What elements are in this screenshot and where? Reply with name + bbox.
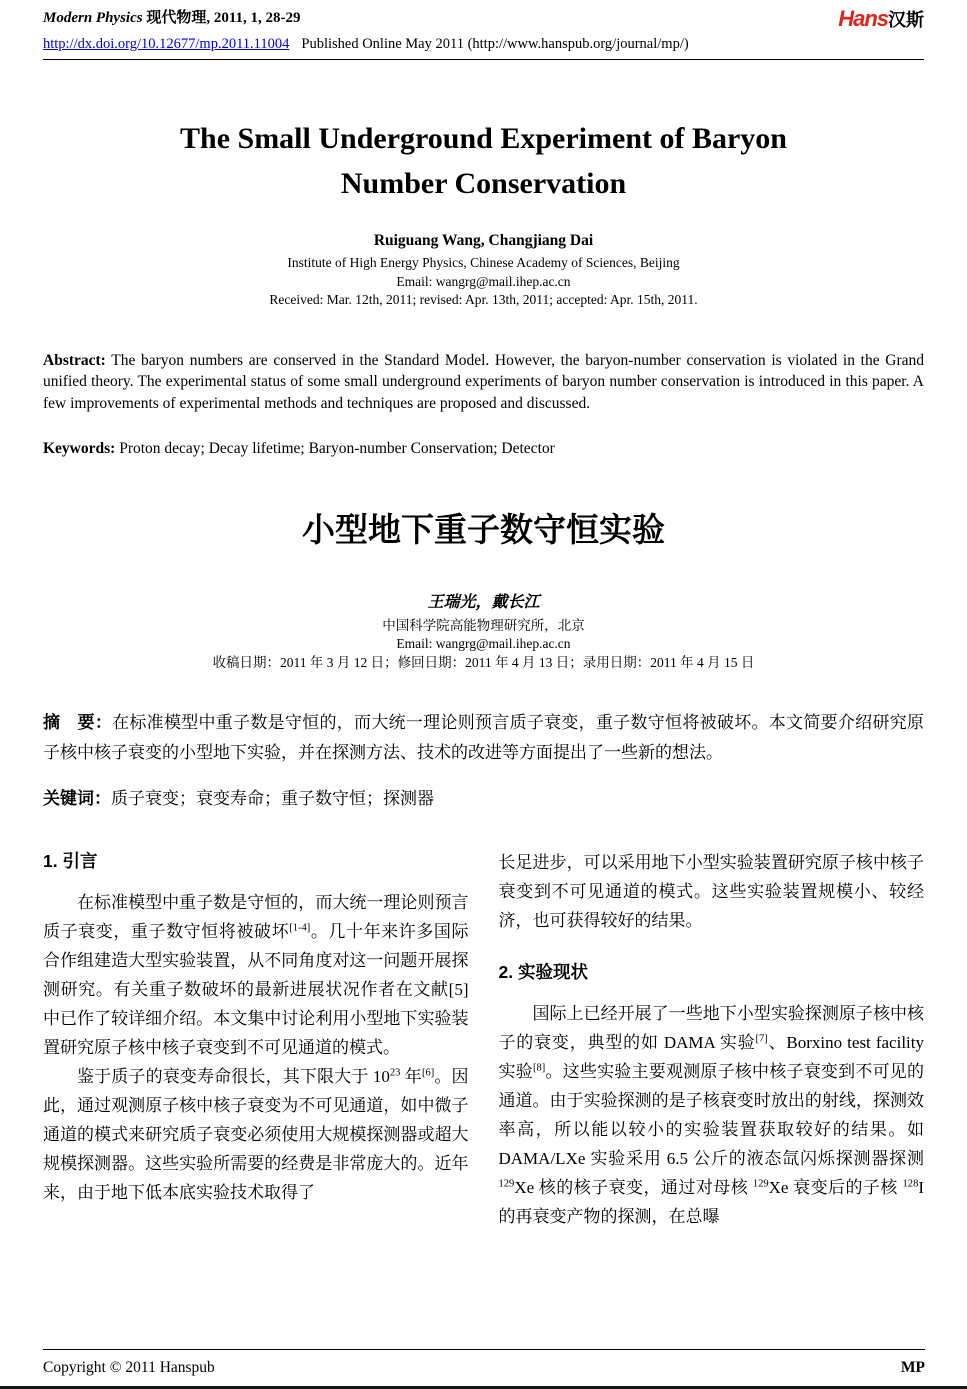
email-en: Email: wangrg@mail.ihep.ac.cn [396, 273, 571, 289]
paper-title-en [43, 116, 924, 206]
paper-title-cn: 小型地下重子数守恒实验 [302, 510, 665, 548]
hans-logo-cn: 汉斯 [888, 10, 924, 30]
keywords-text-cn: 质子衰变；衰变寿命；重子数守恒；探测器 [111, 789, 434, 808]
copyright-text: Copyright © 2011 Hanspub [43, 1359, 215, 1376]
affiliation-en: Institute of High Energy Physics, Chinese Academy of Sciences, Beijing [287, 255, 680, 270]
journal-issue-info: 现代物理, 2011, 1, 28-29 [146, 10, 301, 26]
abstract-en [43, 350, 924, 415]
keywords-text-en: Proton decay; Decay lifetime; Baryon-number Conservation; Detector [119, 440, 555, 457]
section-1-paragraph-2: 鉴于质子的衰变寿命很长，其下限大于 $10^{23}$ 年[6]。因此，通过观测原子核中核子衰变为不可见通道，如中微子通道的模式来研究质子衰变必须使用大规模探测器或超大规模探测器。这些实验所需要的经费是非常庞大的。近年来，由于地下低本底实验技术取得了 [43, 1067, 469, 1202]
section-2-paragraph-1: 国际上已经开展了一些地下小型实验探测原子核中核子的衰变，典型的如 DAMA 实验[7]、Borxino test facility 实验[8]。这些实验主要观测原子核中核子衰变到不可见的通道。由于实验探测的是子核衰变时放出的射线，探测效率高，所以能以较小的实验装置获取较好的结果。如 DAMA/LXe 实验采用 6.5 公斤的液态氙闪烁探测器探测 $^{129}$Xe 核的核子衰变，通过对母核 $^{129}$Xe 衰变后的子核 $^{128}$I 的再衰变产物的探测，在总曝 [498, 1004, 925, 1226]
abstract-cn [43, 708, 924, 768]
abstract-label-cn: 摘 要： [43, 713, 113, 732]
section-1-paragraph-2-continued: 长足进步，可以采用地下小型实验装置研究原子核中核子衰变到不可见通道的模式。这些实验装置规模小、较经济，也可获得较好的结果。 [498, 853, 924, 930]
author-block-cn [43, 589, 924, 673]
abstract-label-en: Abstract: [43, 351, 106, 369]
header-divider [43, 59, 924, 60]
received-dates-cn: 收稿日期：2011 年 3 月 12 日；修回日期：2011 年 4 月 13 日；录用日期：2011 年 4 月 15 日 [212, 654, 755, 670]
section-2-heading: 2. 实验现状 [498, 962, 588, 982]
journal-name: Modern Physics [43, 10, 143, 26]
email-cn: Email: wangrg@mail.ihep.ac.cn [396, 636, 571, 651]
hans-logo-latin: Hans [838, 6, 888, 31]
received-dates-en: Received: Mar. 12th, 2011; revised: Apr. 13th, 2011; accepted: Apr. 15th, 2011. [269, 292, 698, 307]
left-column [43, 848, 469, 1231]
keywords-en [43, 438, 924, 460]
journal-abbreviation: MP [900, 1359, 925, 1376]
keywords-cn [43, 784, 924, 814]
published-online-text: Published Online May 2011 (http://www.hanspub.org/journal/mp/) [301, 36, 689, 52]
section-1-paragraph-1: 在标准模型中重子数是守恒的，而大统一理论则预言质子衰变，重子数守恒将被破坏[1-4]。几十年来许多国际合作组建造大型实验装置，从不同角度对这一问题开展探测研究。有关重子数破坏的最新进展状况作者在文献[5]中已作了较详细介绍。本文集中讨论利用小型地下实验装置研究原子核中核子衰变到不可见通道的模式。 [43, 893, 469, 1057]
keywords-label-en: Keywords: [43, 440, 116, 457]
journal-header [43, 8, 924, 60]
abstract-text-cn: 在标准模型中重子数是守恒的，而大统一理论则预言质子衰变，重子数守恒将被破坏。本文简要介绍研究原子核中核子衰变的小型地下实验，并在探测方法、技术的改进等方面提出了一些新的想法。 [43, 713, 925, 762]
body-columns [43, 848, 924, 1231]
authors-cn: 王瑞光，戴长江 [427, 593, 540, 611]
journal-line [43, 8, 301, 28]
authors-en: Ruiguang Wang, Changjiang Dai [373, 232, 594, 249]
paper-title-en-line1: The Small Underground Experiment of Baryon [180, 122, 787, 155]
section-1-heading: 1. 引言 [43, 851, 98, 871]
hans-publisher-logo [838, 8, 924, 33]
affiliation-cn: 中国科学院高能物理研究所，北京 [382, 617, 585, 633]
right-column [499, 848, 925, 1231]
keywords-label-cn: 关键词： [43, 789, 111, 808]
abstract-text-en: The baryon numbers are conserved in the Standard Model. However, the baryon-number conservation is violated in the Grand unified theory. The experimental status of some small underground experiments of baryon number conservation is introduced in this paper. A few improvements of experimental methods and techniques are proposed and discussed. [43, 351, 924, 412]
doi-line [43, 35, 924, 54]
paper-title-en-line2: Number Conservation [340, 167, 627, 200]
doi-link[interactable]: http://dx.doi.org/10.12677/mp.2011.11004 [43, 36, 290, 52]
author-block-en [43, 232, 924, 310]
page-footer [43, 1349, 925, 1377]
